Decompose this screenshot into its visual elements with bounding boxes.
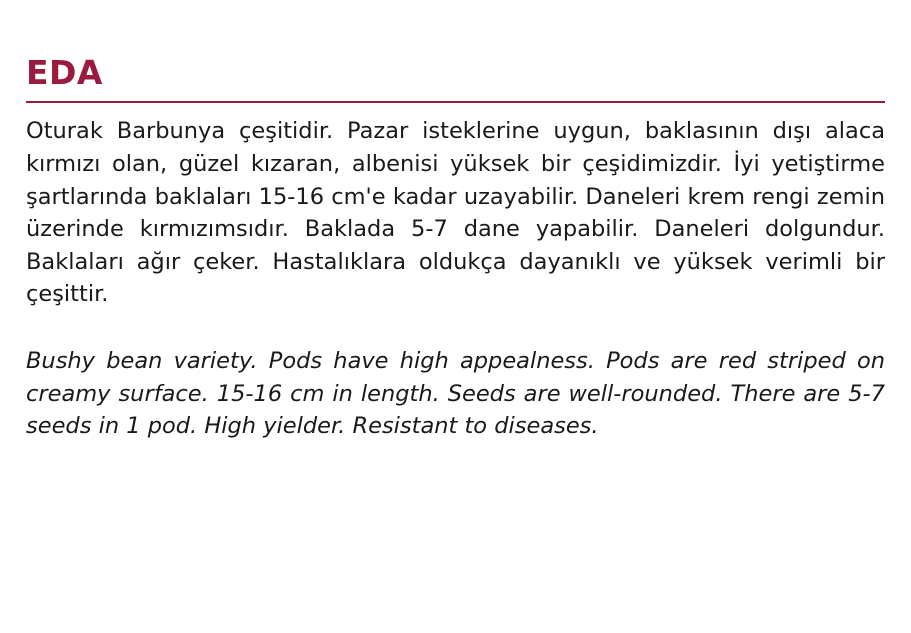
description-english: Bushy bean variety. Pods have high appealness. Pods are red striped on creamy surface. 15-16 cm in length. Seeds are well-rounded. There are 5-7 seeds in 1 pod. High yielder. Resistant to diseases. bbox=[26, 348, 885, 440]
title-divider bbox=[26, 101, 885, 103]
page-title: EDA bbox=[26, 53, 103, 92]
description-turkish: Oturak Barbunya çeşitidir. Pazar isteklerine uygun, baklasının dışı alaca kırmızı olan, güzel kızaran, albenisi yüksek bir çeşidimizdir. İyi yetiştirme şartlarında baklaları 15-16 cm'e kadar uzayabilir. Daneleri krem rengi zemin üzerinde kırmızımsıdır. Baklada 5-7 dane yapabilir. Daneleri dolgundur. Baklaları ağır çeker. Hastalıklara oldukça dayanıklı ve yüksek verimli bir çeşittir. bbox=[26, 118, 885, 308]
